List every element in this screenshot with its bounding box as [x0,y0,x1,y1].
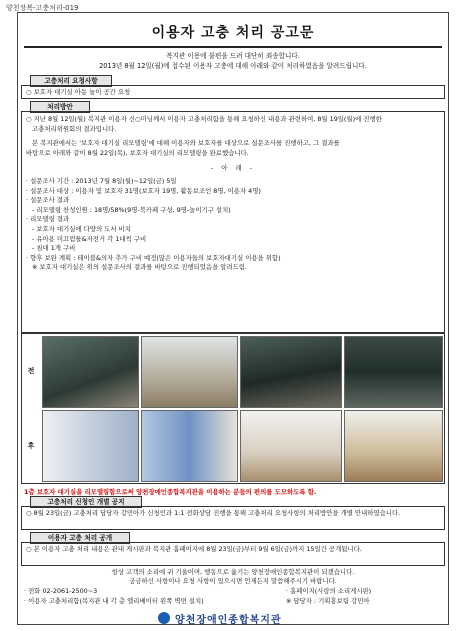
organization-name: 양천장애인종합복지관 [175,614,282,626]
photo-caption: 1층 보호자 대기실을 리모델링함으로써 양천장애인종합복지관을 이용하는 분들의 편의를 도모하도록 함. [24,488,317,496]
disclosure-label: 고충처리 신청인 개별 공지 [30,496,142,508]
process-box [21,111,445,333]
request-box [21,85,445,99]
before-after-photos [21,333,445,484]
page-title: 이용자 고충 처리 공고문 [151,25,315,41]
apology-line: 복지관 이용에 불편을 드려 대단히 죄송합니다. [166,52,300,60]
photo-after-4 [344,410,443,482]
process-line: - 리모델링 찬성인원 : 18명/58%(9명-북카페 구성, 9명-놀이기구 설치) [32,205,231,214]
public-notice-box [21,542,445,566]
photo-before-4 [344,336,443,408]
process-line: · 리모델링 결과 [26,215,70,224]
contact-homepage: · 홈페이지(사랑의 소리게시판) [286,587,372,595]
notice-frame [17,12,449,625]
public-notice-label: 이용자 고충 처리 공개 [30,532,130,544]
process-line: · 향후 보완 계획 : 테이블&의자 추가 구비 예정(많은 이용자들의 보호자대기실 이용을 위함) [26,253,281,262]
process-line: · 설문조사 기간 : 2013년 7월 8일(월)~12일(금) 5일 [26,176,177,185]
disclosure-box [21,506,445,530]
logo-icon [158,612,170,624]
closing-line: 궁금하신 사항이나 요청 사항이 있으시면 언제든지 말씀해주시기 바랍니다. [129,577,337,585]
process-line: 고충처리위원회의 결과입니다. [32,124,117,133]
process-line: - 보호자 대기실에 다양의 도서 비치 [32,224,131,233]
process-label: 처리방안 [30,101,90,113]
process-line: · 설문조사 결과 [26,196,70,205]
document-id: 양천장복-고충처리-019 [6,4,79,12]
apology-text [18,51,448,71]
photo-after-1 [42,410,139,482]
title-divider [24,46,442,48]
process-line: - 침대 1개 구비 [32,244,76,253]
contact-manager: ※ 담당자 : 기획홍보팀 강민아 [286,597,370,605]
request-text: ○ 보호자 대기실 아동 놀이 공간 요청 [26,88,131,96]
photo-before-1 [42,336,139,408]
public-notice-text: ○ 본 이용자 고충 처리 내용은 관내 게시판과 복지관 홈페이지에 8월 23일(금)부터 9월 6일(금)까지 15일간 공개됩니다. [26,545,362,553]
apology-line: 2013년 8월 12일(월)에 접수된 이용자 고충에 대해 아래와 같이 처리하였음을 알려드립니다. [99,62,367,70]
photo-after-2 [141,410,238,482]
disclosure-text: ○ 8월 23일(금) 고충처리 담당자 강민아가 신청인과 1:1 전화상담 진행을 통해 고충처리 요청사항의 처리방안을 개별 안내하였습니다. [26,509,401,517]
process-line: - 유아용 미끄럼틀&자전거 각 1대씩 구비 [32,234,147,243]
closing-line: 항상 고객의 소리에 귀 기울이며, 행동으로 옮기는 양천장애인종합복지관이 되겠습니다. [111,568,355,576]
organization-logo [158,611,338,625]
process-line: · 설문조사 대상 : 이용자 및 보호자 31명(보호자 19명, 활동보조인 8명, 이용자 4명) [26,186,261,195]
process-line: 본 복지관에서는 '보호자 대기실 리모델링'에 대해 이용자와 보호자를 대상으로 설문조사를 진행하고, 그 결과를 [32,139,340,148]
photo-before-2 [141,336,238,408]
after-label: 후 [27,442,35,450]
before-label: 전 [27,367,35,375]
process-line: - 아 래 - [210,164,256,173]
photo-before-3 [240,336,342,408]
photo-after-3 [240,410,342,482]
process-line: ○ 지난 8월 12일(월) 복지관 이용자 신○미님께서 이용자 고충처리함을 통해 요청하신 내용과 관련하여, 8월 19일(월)에 진행한 [26,115,382,123]
contact-box: · 이용자 고충처리함(복지관 내 각 층 엘리베이터 왼쪽 벽면 설치) [24,597,204,605]
contact-phone: · 전화 02-2061-2500~3 [24,587,98,595]
process-line: 바탕으로 아래와 같이 8월 22일(목), 보호자 대기실의 리모델링을 완료했습니다. [26,148,249,157]
process-line: ※ 보호자 대기실은 위의 설문조사의 결과를 바탕으로 진행되었음을 알려드림. [32,263,248,272]
closing-text [18,568,448,586]
request-label: 고충처리 요청사항 [30,75,112,87]
